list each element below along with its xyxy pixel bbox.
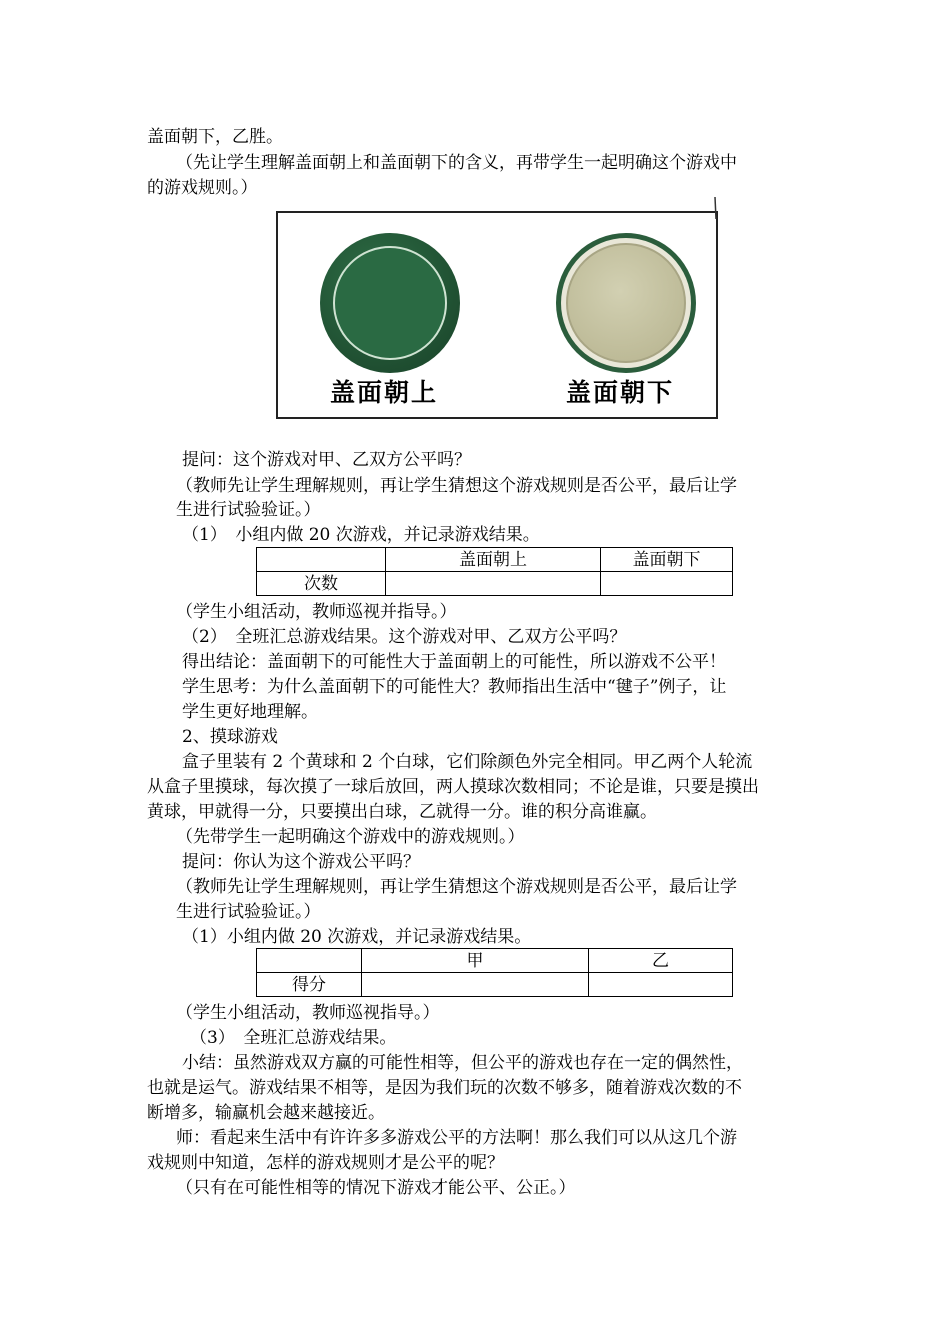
table-cell <box>601 572 733 596</box>
text-line: 从盒子里摸球，每次摸了一球后放回，两人摸球次数相同；不论是谁，只要是摸出 <box>147 777 759 797</box>
text-line: 提问：你认为这个游戏公平吗？ <box>182 852 420 872</box>
text-line: 提问：这个游戏对甲、乙双方公平吗？ <box>182 450 471 470</box>
text-line: （先让学生理解盖面朝上和盖面朝下的含义，再带学生一起明确这个游戏中 <box>176 153 737 173</box>
table-row-label: 次数 <box>257 572 386 596</box>
text-line: 盒子里装有 2 个黄球和 2 个白球，它们除颜色外完全相同。甲乙两个人轮流 <box>182 752 753 772</box>
text-line: 也就是运气。游戏结果不相等，是因为我们玩的次数不够多，随着游戏次数的不 <box>147 1078 742 1098</box>
table-header-cell: 盖面朝下 <box>601 548 733 572</box>
caption-face-down: 盖面朝下 <box>566 378 675 407</box>
table-header-cell <box>257 949 362 973</box>
table-cell <box>386 572 601 596</box>
table-cell <box>589 973 733 997</box>
text-line: （1）小组内做 20 次游戏，并记录游戏结果。 <box>182 927 532 947</box>
table-header-cell: 甲 <box>362 949 589 973</box>
ball-score-table <box>256 948 733 997</box>
section-heading: 2、摸球游戏 <box>182 727 278 747</box>
text-line: （教师先让学生理解规则，再让学生猜想这个游戏规则是否公平，最后让学 <box>176 476 737 496</box>
lid-face-up-image <box>310 223 470 383</box>
text-line: 学生思考：为什么盖面朝下的可能性大？教师指出生活中“毽子”例子，让 <box>182 677 727 697</box>
figure-corner-mark <box>714 197 717 219</box>
text-line: 盖面朝下，乙胜。 <box>147 127 283 147</box>
text-line: （教师先让学生理解规则，再让学生猜想这个游戏规则是否公平，最后让学 <box>176 877 737 897</box>
text-line: （2） 全班汇总游戏结果。这个游戏对甲、乙双方公平吗？ <box>182 627 627 647</box>
table-header-cell: 盖面朝上 <box>386 548 601 572</box>
text-line: 戏规则中知道，怎样的游戏规则才是公平的呢？ <box>147 1153 504 1173</box>
text-line: （1） 小组内做 20 次游戏，并记录游戏结果。 <box>182 525 540 545</box>
text-line: （先带学生一起明确这个游戏中的游戏规则。） <box>176 827 525 847</box>
table-row-label: 得分 <box>257 973 362 997</box>
lid-result-table <box>256 547 733 596</box>
table-header-cell: 乙 <box>589 949 733 973</box>
table-cell <box>362 973 589 997</box>
lid-face-down-image <box>546 223 706 383</box>
text-line: 断增多，输赢机会越来越接近。 <box>147 1103 385 1123</box>
text-line: 生进行试验验证。） <box>176 902 321 922</box>
text-line: （3） 全班汇总游戏结果。 <box>190 1028 397 1048</box>
bottle-cap-figure <box>276 211 718 419</box>
caption-face-up: 盖面朝上 <box>330 378 439 407</box>
text-line: 的游戏规则。） <box>147 178 258 198</box>
table-header-cell <box>257 548 386 572</box>
text-line: 学生更好地理解。 <box>182 702 318 722</box>
text-line: 师：看起来生活中有许许多多游戏公平的方法啊！那么我们可以从这几个游 <box>176 1128 737 1148</box>
text-line: 生进行试验验证。） <box>176 500 321 520</box>
text-line: （只有在可能性相等的情况下游戏才能公平、公正。） <box>176 1178 576 1198</box>
text-line: （学生小组活动，教师巡视指导。） <box>176 1003 440 1023</box>
text-line: 得出结论：盖面朝下的可能性大于盖面朝上的可能性，所以游戏不公平！ <box>182 652 726 672</box>
text-line: 小结：虽然游戏双方赢的可能性相等，但公平的游戏也存在一定的偶然性， <box>182 1053 743 1073</box>
text-line: 黄球，甲就得一分，只要摸出白球，乙就得一分。谁的积分高谁赢。 <box>147 802 657 822</box>
text-line: （学生小组活动，教师巡视并指导。） <box>176 602 457 622</box>
